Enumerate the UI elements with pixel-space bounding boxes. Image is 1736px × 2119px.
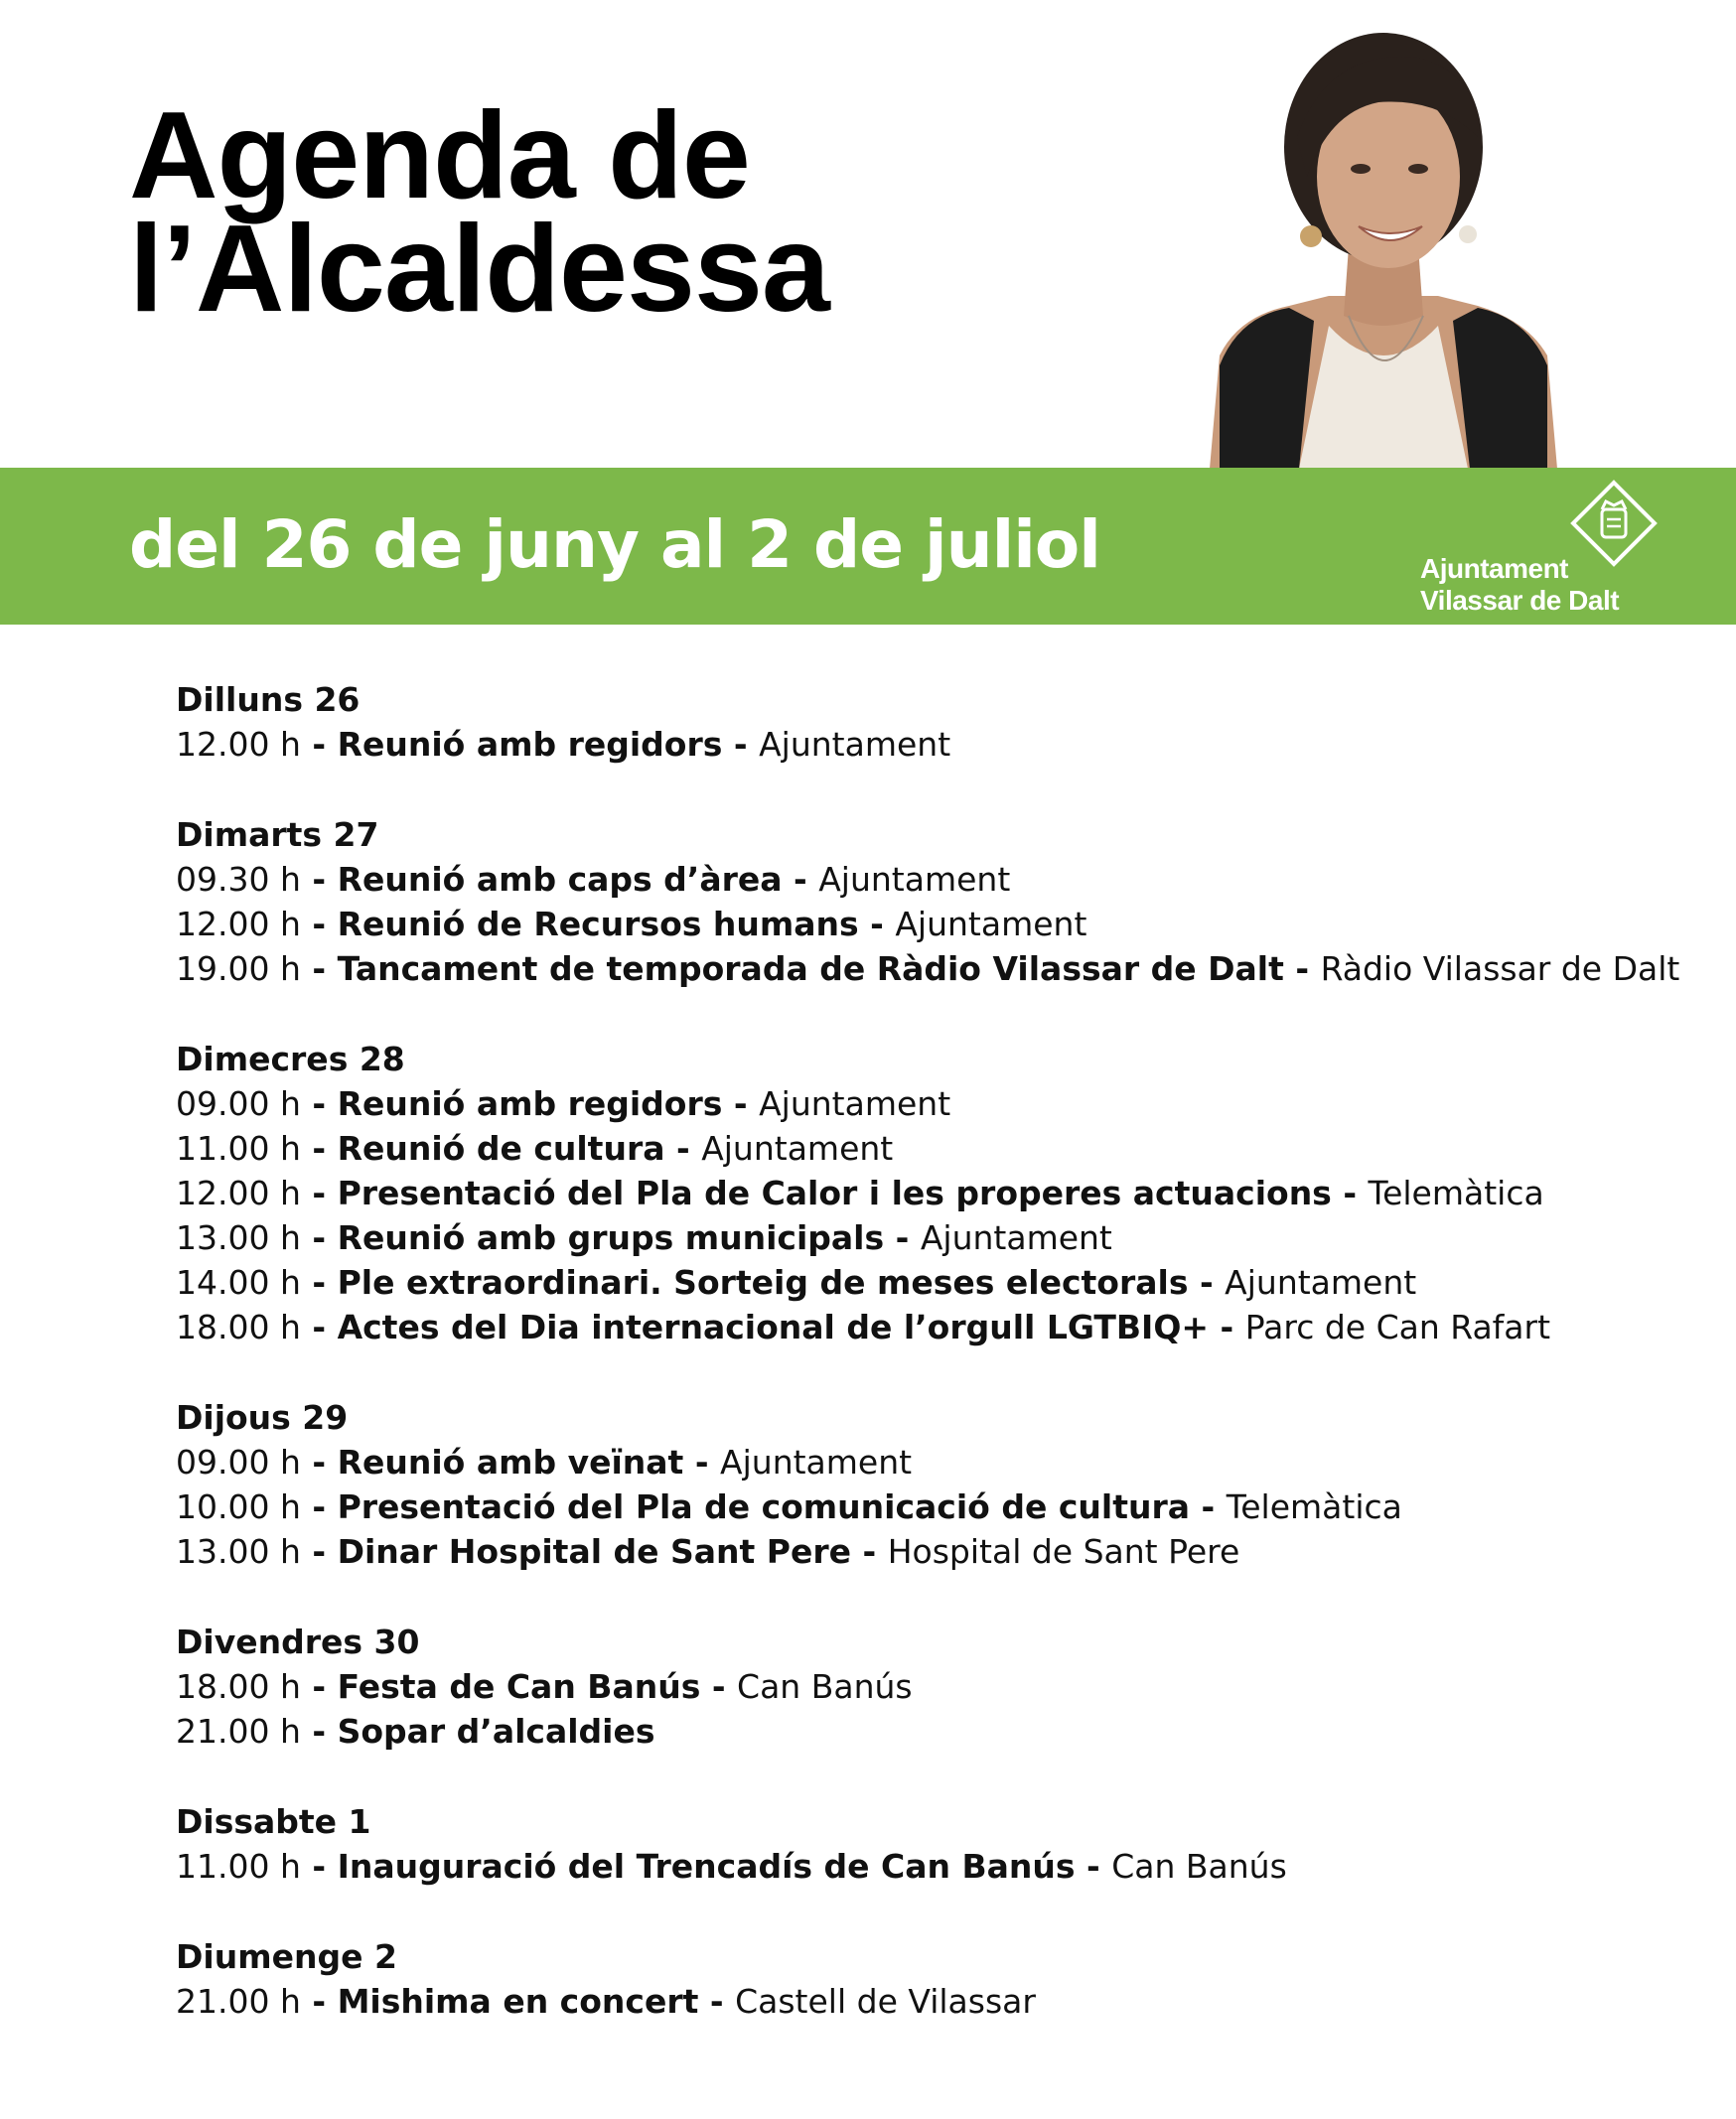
event-separator: - bbox=[300, 1712, 338, 1751]
event-separator: - bbox=[700, 1667, 738, 1706]
agenda-event bbox=[176, 1709, 1665, 1754]
event-separator: - bbox=[1283, 949, 1321, 988]
event-separator: - bbox=[300, 860, 338, 899]
event-separator: - bbox=[722, 1084, 760, 1123]
event-name: Presentació del Pla de comunicació de cultura bbox=[337, 1487, 1191, 1526]
day-title: Dimarts 27 bbox=[176, 815, 379, 854]
event-separator: - bbox=[300, 1982, 338, 2021]
event-name: Actes del Dia internacional de l’orgull LGTBIQ+ bbox=[337, 1308, 1210, 1346]
event-time: 18.00 h bbox=[176, 1308, 301, 1346]
event-name: Reunió amb grups municipals bbox=[337, 1218, 885, 1257]
event-separator: - bbox=[683, 1443, 721, 1482]
event-time: 10.00 h bbox=[176, 1487, 301, 1526]
event-time: 14.00 h bbox=[176, 1263, 301, 1302]
date-range: del 26 de juny al 2 de juliol bbox=[129, 506, 1100, 583]
event-time: 12.00 h bbox=[176, 1174, 301, 1212]
agenda-day bbox=[176, 812, 1680, 991]
event-separator: - bbox=[300, 1174, 338, 1212]
date-banner bbox=[0, 468, 1736, 625]
coat-of-arms-icon bbox=[1569, 480, 1659, 569]
event-time: 19.00 h bbox=[176, 949, 301, 988]
agenda-event bbox=[176, 1440, 1665, 1484]
agenda-day bbox=[176, 1620, 1665, 1754]
event-place: Ajuntament bbox=[701, 1129, 894, 1168]
event-separator: - bbox=[851, 1532, 888, 1571]
event-place: Ajuntament bbox=[759, 725, 951, 764]
event-separator: - bbox=[884, 1218, 921, 1257]
day-title: Divendres 30 bbox=[176, 1623, 420, 1661]
event-place: Can Banús bbox=[737, 1667, 913, 1706]
ajuntament-logo bbox=[1420, 480, 1678, 619]
event-name: Festa de Can Banús bbox=[337, 1667, 701, 1706]
event-separator: - bbox=[300, 1667, 338, 1706]
agenda-event bbox=[176, 1126, 1665, 1171]
event-separator: - bbox=[300, 1263, 338, 1302]
agenda-list bbox=[176, 677, 1680, 2069]
event-separator: - bbox=[1190, 1487, 1227, 1526]
event-separator: - bbox=[1188, 1263, 1226, 1302]
agenda-day bbox=[176, 1395, 1665, 1574]
event-time: 11.00 h bbox=[176, 1129, 301, 1168]
event-place: Castell de Vilassar bbox=[735, 1982, 1036, 2021]
event-name: Sopar d’alcaldies bbox=[337, 1712, 655, 1751]
page-title-line-1: Agenda de bbox=[129, 87, 750, 224]
event-separator: - bbox=[300, 1308, 338, 1346]
event-name: Tancament de temporada de Ràdio Vilassar de Dalt bbox=[337, 949, 1284, 988]
event-place: Ajuntament bbox=[1225, 1263, 1417, 1302]
event-place: Hospital de Sant Pere bbox=[887, 1532, 1240, 1571]
agenda-day bbox=[176, 1799, 1665, 1889]
event-separator: - bbox=[1331, 1174, 1369, 1212]
agenda-event bbox=[176, 1979, 1665, 2024]
agenda-event bbox=[176, 1215, 1665, 1260]
event-place: Ajuntament bbox=[720, 1443, 913, 1482]
event-time: 09.00 h bbox=[176, 1084, 301, 1123]
day-title: Dissabte 1 bbox=[176, 1802, 371, 1841]
event-time: 21.00 h bbox=[176, 1982, 301, 2021]
agenda-day bbox=[176, 1934, 1665, 2024]
event-time: 09.30 h bbox=[176, 860, 301, 899]
agenda-event bbox=[176, 1664, 1665, 1709]
event-separator: - bbox=[300, 1443, 338, 1482]
event-name: Dinar Hospital de Sant Pere bbox=[337, 1532, 852, 1571]
day-title: Dijous 29 bbox=[176, 1398, 349, 1437]
event-time: 12.00 h bbox=[176, 905, 301, 943]
event-name: Reunió amb caps d’àrea bbox=[337, 860, 783, 899]
day-title: Diumenge 2 bbox=[176, 1937, 397, 1976]
event-separator: - bbox=[300, 725, 338, 764]
event-separator: - bbox=[698, 1982, 736, 2021]
event-separator: - bbox=[300, 1532, 338, 1571]
event-separator: - bbox=[1075, 1847, 1112, 1886]
agenda-day bbox=[176, 677, 1665, 767]
event-name: Mishima en concert bbox=[337, 1982, 699, 2021]
event-place: Ajuntament bbox=[818, 860, 1011, 899]
agenda-event bbox=[176, 722, 1665, 767]
event-name: Reunió amb veïnat bbox=[337, 1443, 684, 1482]
event-time: 18.00 h bbox=[176, 1667, 301, 1706]
logo-text-line-1: Ajuntament bbox=[1420, 553, 1568, 584]
agenda-event bbox=[176, 857, 1665, 902]
event-separator: - bbox=[300, 1218, 338, 1257]
day-title: Dimecres 28 bbox=[176, 1040, 405, 1078]
agenda-day bbox=[176, 1037, 1665, 1349]
event-name: Reunió de cultura bbox=[337, 1129, 665, 1168]
event-separator: - bbox=[722, 725, 760, 764]
event-place: Parc de Can Rafart bbox=[1244, 1308, 1551, 1346]
day-title: Dilluns 26 bbox=[176, 680, 361, 719]
event-time: 13.00 h bbox=[176, 1532, 301, 1571]
event-place: Ajuntament bbox=[759, 1084, 951, 1123]
event-time: 11.00 h bbox=[176, 1847, 301, 1886]
logo-text-line-2: Vilassar de Dalt bbox=[1420, 585, 1620, 616]
agenda-event bbox=[176, 1844, 1665, 1889]
event-separator: - bbox=[300, 1487, 338, 1526]
event-name: Reunió amb regidors bbox=[337, 725, 723, 764]
agenda-event bbox=[176, 1171, 1665, 1215]
event-name: Reunió amb regidors bbox=[337, 1084, 723, 1123]
event-place: Can Banús bbox=[1111, 1847, 1287, 1886]
event-place: Ràdio Vilassar de Dalt bbox=[1320, 949, 1680, 988]
event-separator: - bbox=[858, 905, 896, 943]
event-place: Telemàtica bbox=[1368, 1174, 1544, 1212]
mayor-photo bbox=[1180, 28, 1587, 469]
agenda-event bbox=[176, 1260, 1665, 1305]
event-separator: - bbox=[782, 860, 819, 899]
event-separator: - bbox=[664, 1129, 702, 1168]
event-separator: - bbox=[300, 949, 338, 988]
page-title-line-2: l’Alcaldessa bbox=[129, 201, 829, 338]
agenda-event bbox=[176, 1305, 1665, 1349]
event-time: 12.00 h bbox=[176, 725, 301, 764]
event-name: Presentació del Pla de Calor i les properes actuacions bbox=[337, 1174, 1332, 1212]
agenda-event bbox=[176, 946, 1680, 991]
event-place: Ajuntament bbox=[895, 905, 1087, 943]
event-place: Telemàtica bbox=[1226, 1487, 1402, 1526]
event-time: 13.00 h bbox=[176, 1218, 301, 1257]
event-name: Ple extraordinari. Sorteig de meses electorals bbox=[337, 1263, 1189, 1302]
event-place: Ajuntament bbox=[920, 1218, 1112, 1257]
page-title bbox=[129, 87, 829, 338]
event-time: 09.00 h bbox=[176, 1443, 301, 1482]
event-name: Inauguració del Trencadís de Can Banús bbox=[337, 1847, 1076, 1886]
event-separator: - bbox=[300, 1847, 338, 1886]
event-separator: - bbox=[300, 905, 338, 943]
agenda-event bbox=[176, 902, 1665, 946]
agenda-event bbox=[176, 1081, 1665, 1126]
agenda-event bbox=[176, 1484, 1665, 1529]
event-separator: - bbox=[1209, 1308, 1245, 1346]
event-time: 21.00 h bbox=[176, 1712, 301, 1751]
agenda-event bbox=[176, 1529, 1665, 1574]
event-separator: - bbox=[300, 1129, 338, 1168]
event-name: Reunió de Recursos humans bbox=[337, 905, 859, 943]
event-separator: - bbox=[300, 1084, 338, 1123]
